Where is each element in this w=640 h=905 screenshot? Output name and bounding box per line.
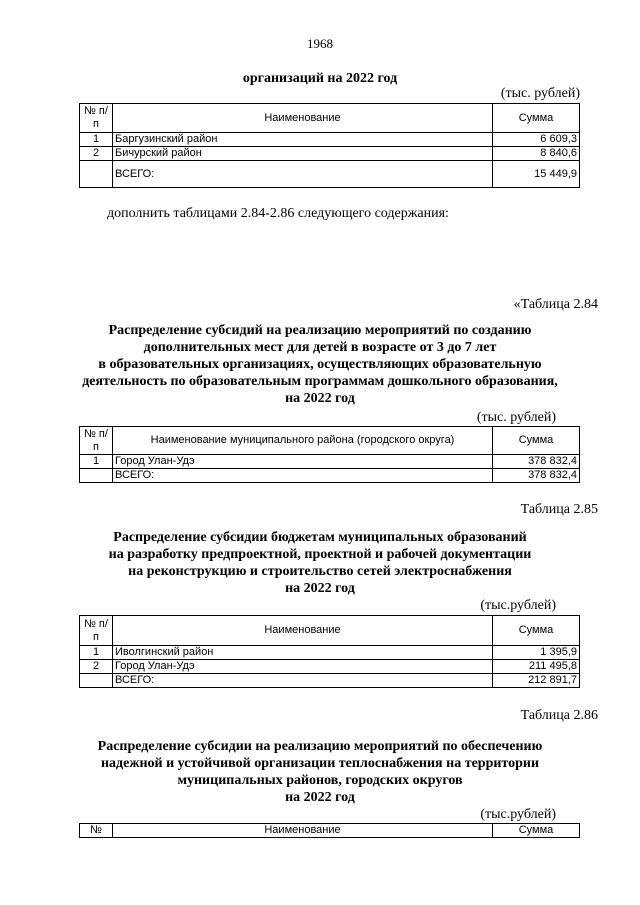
- header-num: № п/п: [80, 427, 113, 455]
- total-sum: 378 832,4: [493, 469, 580, 483]
- table-row: [80, 646, 580, 660]
- table-header-row: [80, 427, 580, 455]
- section1-table: [79, 103, 580, 188]
- row-sum: 211 495,8: [493, 660, 580, 674]
- table286: [79, 823, 580, 838]
- table284: [79, 426, 580, 483]
- table-row: [80, 660, 580, 674]
- header-num: №: [80, 824, 113, 838]
- supplement-text: дополнить таблицами 2.84-2.86 следующего содержания:: [107, 206, 449, 221]
- header-name: Наименование муниципального района (городского округа): [113, 427, 493, 455]
- row-num: 1: [80, 133, 113, 147]
- row-num: 1: [80, 646, 113, 660]
- table285-units: (тыс.рублей): [480, 598, 556, 613]
- table286-label: Таблица 2.86: [520, 708, 598, 723]
- table-row: [80, 147, 580, 161]
- table-header-row: [80, 824, 580, 838]
- table284-label: «Таблица 2.84: [513, 297, 598, 312]
- row-name: Город Улан-Удэ: [113, 455, 493, 469]
- table285: [79, 615, 580, 688]
- header-num: № п/п: [80, 616, 113, 646]
- table-header-row: [80, 616, 580, 646]
- table284-units: (тыс. рублей): [476, 410, 556, 425]
- row-sum: 8 840,6: [493, 147, 580, 161]
- total-sum: 212 891,7: [493, 674, 580, 688]
- table-total-row: [80, 674, 580, 688]
- total-label: ВСЕГО:: [113, 161, 493, 188]
- row-num: 2: [80, 147, 113, 161]
- row-sum: 6 609,3: [493, 133, 580, 147]
- header-sum: Сумма: [493, 616, 580, 646]
- page-number: 1968: [307, 36, 333, 51]
- table286-heading: Распределение субсидии на реализацию мероприятий по обеспечению надежной и устойчивой организации теплоснабжения на территории муниципальных районов, городских округов на 2022 год: [97, 739, 543, 805]
- table284-heading: Распределение субсидий на реализацию мероприятий по созданию дополнительных мест для детей в возрасте от 3 до 7 лет в образовательных организациях, осуществляющих образовательную деятельность по образовательным программам дошкольного образования, на 2022 год: [82, 323, 558, 406]
- row-name: Баргузинский район: [113, 133, 493, 147]
- row-name: Город Улан-Удэ: [113, 660, 493, 674]
- table286-units: (тыс.рублей): [480, 807, 556, 822]
- total-label: ВСЕГО:: [113, 674, 493, 688]
- table285-label: Таблица 2.85: [520, 502, 598, 517]
- header-sum: Сумма: [493, 427, 580, 455]
- header-name: Наименование: [113, 616, 493, 646]
- table-row: [80, 133, 580, 147]
- row-name: Иволгинский район: [113, 646, 493, 660]
- row-sum: 378 832,4: [493, 455, 580, 469]
- row-num: 1: [80, 455, 113, 469]
- header-name: Наименование: [113, 104, 493, 133]
- header-num: № п/п: [80, 104, 113, 133]
- section1-heading: организаций на 2022 год: [242, 71, 398, 86]
- table-row: [80, 455, 580, 469]
- row-name: Бичурский район: [113, 147, 493, 161]
- row-num: 2: [80, 660, 113, 674]
- total-sum: 15 449,9: [493, 161, 580, 188]
- table-total-row: [80, 469, 580, 483]
- section1-units: (тыс. рублей): [500, 86, 580, 101]
- header-sum: Сумма: [493, 824, 580, 838]
- header-sum: Сумма: [493, 104, 580, 133]
- table285-heading: Распределение субсидии бюджетам муниципальных образований на разработку предпроектной, проектной и рабочей документации на реконструкцию и строительство сетей электроснабжения на 2022 год: [108, 530, 532, 596]
- row-sum: 1 395,9: [493, 646, 580, 660]
- total-label: ВСЕГО:: [113, 469, 493, 483]
- table-total-row: [80, 161, 580, 188]
- table-header-row: [80, 104, 580, 133]
- header-name: Наименование: [113, 824, 493, 838]
